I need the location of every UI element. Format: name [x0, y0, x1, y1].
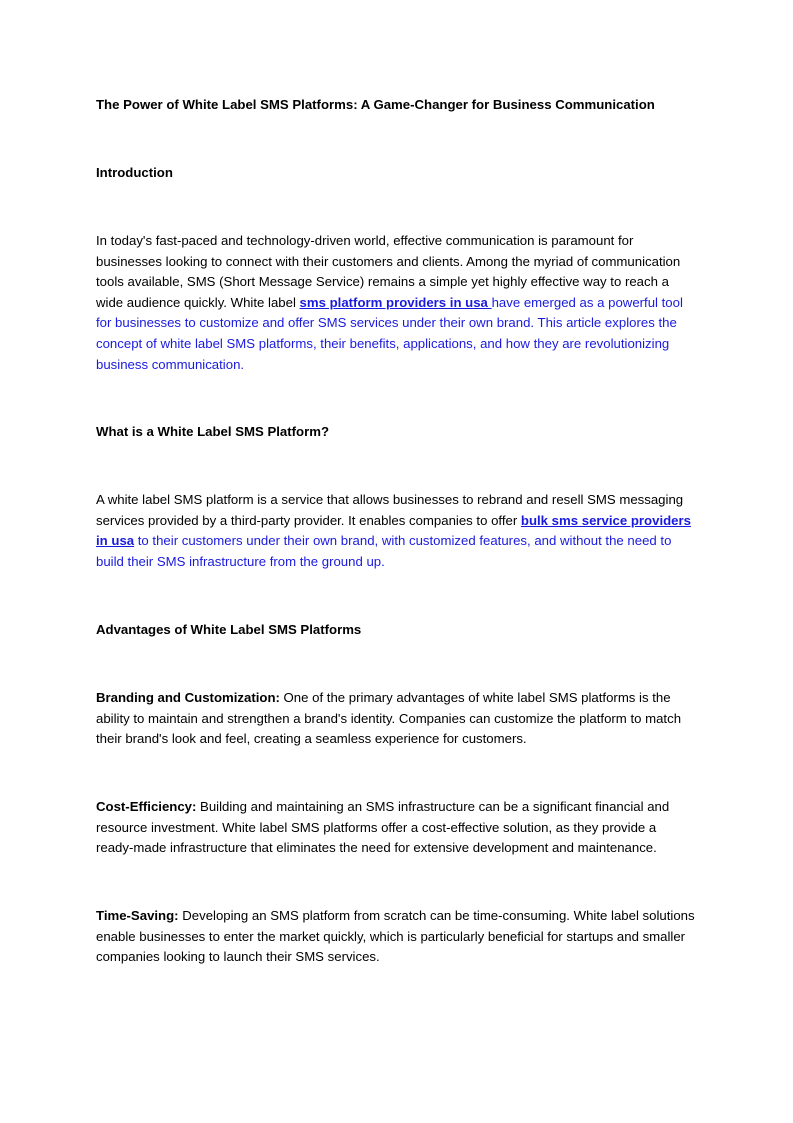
- advantage-item: [96, 688, 696, 750]
- what-is-text-after: to their customers under their own brand, with customized features, and without the need to build their SMS infrastructure from the ground up.: [96, 533, 672, 569]
- advantages-heading: Advantages of White Label SMS Platforms: [96, 622, 362, 637]
- what-is-text-before: A white label SMS platform is a service that allows businesses to rebrand and resell SMS messaging services provided by a third-party provider. It enables companies to offer: [96, 492, 684, 528]
- advantage-text: One of the primary advantages of white label SMS platforms is the ability to maintain and strengthen a brand's identity. Companies can customize the platform to match their brand's look and feel, creating a seamless experience for customers.: [96, 690, 682, 747]
- advantage-item: [96, 906, 696, 968]
- advantage-lead: Time-Saving:: [96, 908, 179, 923]
- advantage-text: Building and maintaining an SMS infrastructure can be a significant financial and resource investment. White label SMS platforms offer a cost-effective solution, as they provide a ready-made infrastructure that eliminates the need for extensive development and maintenance.: [96, 799, 670, 856]
- advantage-lead: Cost-Efficiency:: [96, 799, 197, 814]
- intro-text-before: In today's fast-paced and technology-driven world, effective communication is paramount for businesses looking to connect with their customers and clients. Among the myriad of communication tools available, SMS (Short Message Service) remains a simple yet highly effective way to reach a wide audience quickly. White label: [96, 233, 681, 310]
- document-title: The Power of White Label SMS Platforms: A Game-Changer for Business Communication: [96, 97, 655, 112]
- intro-paragraph: [96, 231, 696, 375]
- intro-heading: Introduction: [96, 165, 173, 180]
- intro-text-after: have emerged as a powerful tool for businesses to customize and offer SMS services under their own brand. This article explores the concept of white label SMS platforms, their benefits, applications, and how they are revolutionizing business communication.: [96, 294, 683, 372]
- what-is-heading: What is a White Label SMS Platform?: [96, 424, 330, 439]
- advantage-lead: Branding and Customization:: [96, 690, 280, 705]
- what-is-paragraph: [96, 490, 696, 572]
- sms-platform-providers-link[interactable]: sms platform providers in usa: [299, 294, 492, 310]
- advantage-item: [96, 797, 696, 859]
- advantage-text: Developing an SMS platform from scratch can be time-consuming. White label solutions enable businesses to enter the market quickly, which is particularly beneficial for startups and smaller companies looking to launch their SMS services.: [96, 908, 695, 965]
- bulk-sms-providers-link[interactable]: bulk sms service providers in usa: [96, 512, 691, 549]
